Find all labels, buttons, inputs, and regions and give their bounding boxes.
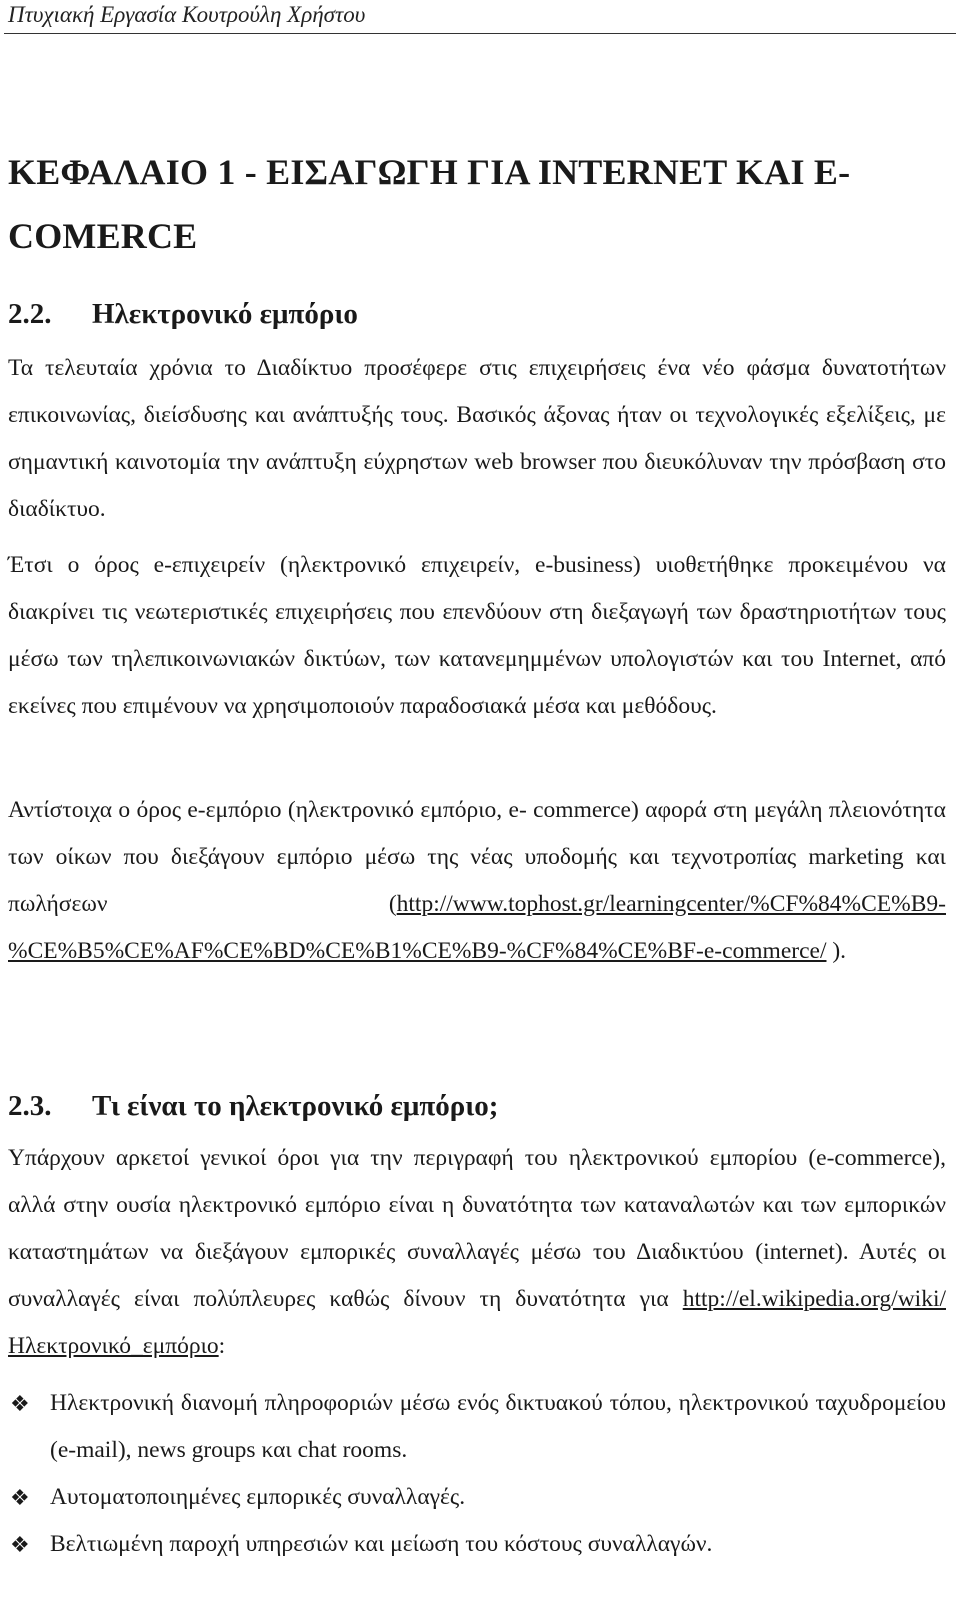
chapter-title: ΚΕΦΑΛΑΙΟ 1 - ΕΙΣΑΓΩΓΗ ΓΙΑ INTERNET ΚΑΙ E-COMERCE: [8, 152, 851, 256]
diamond-bullet-icon: ❖: [10, 1485, 30, 1510]
section-title: Τι είναι το ηλεκτρονικό εμπόριο;: [92, 1090, 499, 1122]
paragraph-text: Αντίστοιχα ο όρος e-εμπόριο (ηλεκτρονικό εμπόριο, e- commerce) αφορά στη μεγάλη πλειονότητα των οίκων που διεξάγουν εμπόριο μέσω της νέας υποδομής και τεχνοτροπίας marketing και πωλήσεων (: [8, 797, 946, 917]
paragraph: Έτσι ο όρος e-επιχειρείν (ηλεκτρονικό επιχειρείν, e-business) υιοθετήθηκε προκειμένου να διακρίνει τις νεωτεριστικές επιχειρήσεις που επενδύουν στη διεξαγωγή των δραστηριοτήτων τους μέσω των τηλεπικοινωνιακών δικτύων, των κατανεμημμένων υπολογιστών και του Internet, από εκείνες που επιμένουν να χρησιμοποιούν παραδοσιακά μέσα και μεθόδους.: [8, 552, 946, 719]
section-heading-2-3: [8, 1090, 498, 1123]
list-item-text: Ηλεκτρονική διανομή πληροφοριών μέσω ενός δικτυακού τόπου, ηλεκτρονικού ταχυδρομείου (e-mail), news groups και chat rooms.: [50, 1390, 946, 1463]
paragraph-text: Υπάρχουν αρκετοί γενικοί όροι για την περιγραφή του ηλεκτρονικού εμπορίου (e-commerce), αλλά στην ουσία ηλεκτρονικό εμπόριο είναι η δυνατότητα των καταναλωτών και των εμπορικών καταστημάτων να διεξάγουν εμπορικές συναλλαγές μέσω του Διαδικτύου (internet). Αυτές οι συναλλαγές είναι πολύπλευρες καθώς δίνουν τη δυνατότητα για: [8, 1145, 946, 1312]
reference-link[interactable]: http://www.tophost.gr/learningcenter/%CF%84%CE%B9-%CE%B5%CE%AF%CE%BD%CE%B1%CE%B9-%CF%84%CE%BF-e-commerce/: [8, 891, 946, 964]
section-number: 2.3.: [8, 1090, 52, 1122]
section-title: Ηλεκτρονικό εμπόριο: [92, 298, 358, 330]
running-header: Πτυχιακή Εργασία Κουτρούλη Χρήστου: [8, 2, 366, 27]
section-number: 2.2.: [8, 298, 52, 330]
list-item-text: Αυτοματοποιημένες εμπορικές συναλλαγές.: [50, 1484, 466, 1510]
paragraph: [8, 1135, 946, 1370]
diamond-bullet-icon: ❖: [10, 1532, 30, 1557]
paragraph-text: :: [218, 1333, 226, 1359]
paragraph-text: ).: [826, 938, 847, 964]
paragraph: [8, 787, 946, 975]
paragraph: Τα τελευταία χρόνια το Διαδίκτυο προσέφερε στις επιχειρήσεις ένα νέο φάσμα δυνατοτήτων επικοινωνίας, διείσδυσης και ανάπτυξής τους. Βασικός άξονας ήταν οι τεχνολογικές εξελίξεις, με σημαντική καινοτομία την ανάπτυξη εύχρηστων web browser που διευκόλυναν την πρόσβαση στο διαδίκτυο.: [8, 355, 946, 522]
header-rule: [4, 33, 956, 34]
list-item: [8, 1521, 946, 1568]
diamond-bullet-icon: ❖: [10, 1391, 30, 1416]
list-item: [8, 1380, 946, 1474]
reference-link[interactable]: http://el.wikipedia.org/wiki/Ηλεκτρονικό_εμπόριο: [8, 1286, 946, 1359]
section-heading-2-2: [8, 298, 358, 331]
list-item: [8, 1474, 946, 1521]
bullet-list: [8, 1380, 946, 1568]
list-item-text: Βελτιωμένη παροχή υπηρεσιών και μείωση του κόστους συναλλαγών.: [50, 1531, 713, 1557]
